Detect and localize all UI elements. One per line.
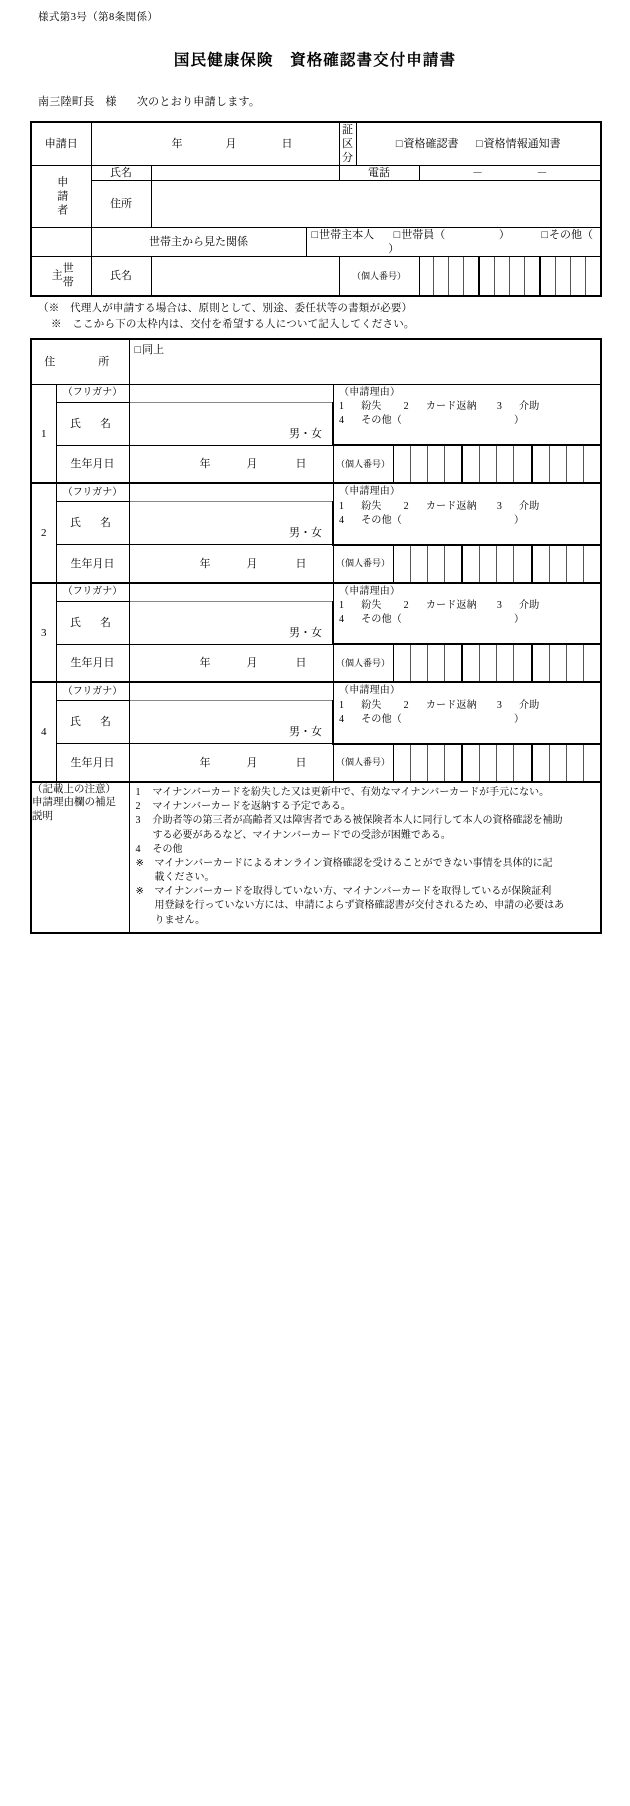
guidance-item bbox=[136, 786, 597, 800]
birth-month-label: 月 bbox=[246, 557, 258, 570]
reason-3-num: 3 bbox=[496, 500, 503, 512]
application-date-input[interactable] bbox=[91, 122, 339, 166]
form-code: 様式第3号（第8条関係） bbox=[38, 12, 159, 23]
reason-4-text[interactable]: その他（ bbox=[361, 713, 403, 725]
guidance-marker-number: 1 bbox=[135, 786, 141, 798]
birth-day-label: 日 bbox=[295, 557, 307, 570]
guidance-item-text: マイナンバーカードによるオンライン資格確認を受けることができない事情を具体的に記 bbox=[154, 857, 553, 869]
person-row-birth bbox=[31, 545, 601, 583]
application-date-row bbox=[31, 122, 601, 166]
person-name-label: 氏 名 bbox=[56, 601, 129, 644]
reason-3-text[interactable]: 介助 bbox=[519, 699, 540, 711]
guidance-row bbox=[31, 782, 601, 933]
reason-4-num: 4 bbox=[339, 415, 345, 427]
checkbox-setaiin[interactable]: □ 世帯員（ bbox=[394, 229, 446, 241]
guidance-item-continuation: 用登録を行っていない方には、申請によらず資格確認書が交付されるため、申請の必要はあ bbox=[154, 900, 565, 912]
birth-label: 生年月日 bbox=[56, 545, 129, 583]
addressee-sentence: 次のとおり申請します。 bbox=[136, 96, 261, 108]
gender-selector[interactable]: 男・女 bbox=[289, 626, 322, 639]
reason-3-num: 3 bbox=[496, 401, 503, 413]
reason-4-text[interactable]: その他（ bbox=[361, 514, 403, 526]
reason-1-num: 1 bbox=[339, 699, 345, 711]
person-mynumber-input[interactable] bbox=[393, 545, 601, 583]
furigana-input[interactable] bbox=[129, 483, 333, 502]
relation-option-3-close: ） bbox=[388, 243, 400, 256]
person-number: 4 bbox=[31, 682, 56, 782]
guidance-list bbox=[130, 783, 601, 932]
reason-2-num: 2 bbox=[403, 500, 409, 512]
reason-2-text[interactable]: カード返納 bbox=[425, 600, 477, 612]
guidance-marker-note: ※ bbox=[135, 886, 144, 898]
furigana-label: （フリガナ） bbox=[56, 384, 129, 402]
reason-1-num: 1 bbox=[339, 401, 345, 413]
guidance-item-text: マイナンバーカードを返納する予定である。 bbox=[152, 801, 351, 813]
birth-month-label: 月 bbox=[246, 657, 258, 670]
relation-option-2-close: ） bbox=[498, 229, 510, 242]
applicant-table bbox=[30, 121, 602, 297]
reason-2-num: 2 bbox=[403, 600, 409, 612]
reason-3-num: 3 bbox=[496, 699, 503, 711]
person-row-birth bbox=[31, 744, 601, 782]
reason-title: （申請理由） bbox=[339, 486, 401, 498]
person-name-input[interactable] bbox=[129, 402, 333, 445]
reason-1-text[interactable]: 紛失 bbox=[361, 600, 382, 612]
date-day-label: 日 bbox=[281, 138, 293, 151]
mid-note-1: （※ 代理人が申請する場合は、原則として、別途、委任状等の書類が必要） bbox=[38, 303, 413, 315]
application-date-label: 申請日 bbox=[31, 122, 91, 166]
reason-1-num: 1 bbox=[339, 600, 345, 612]
guidance-item-continuation: りません。 bbox=[154, 914, 206, 926]
furigana-input[interactable] bbox=[129, 384, 333, 402]
guidance-label-line-3: 説明 bbox=[32, 810, 53, 822]
reason-4-text[interactable]: その他（ bbox=[361, 415, 403, 427]
birth-month-label: 月 bbox=[246, 756, 258, 769]
birth-month-label: 月 bbox=[246, 458, 258, 471]
person-name-input[interactable] bbox=[129, 601, 333, 644]
guidance-item-continuation: 載ください。 bbox=[154, 872, 215, 884]
guidance-marker-number: 4 bbox=[135, 843, 141, 855]
reason-4-num: 4 bbox=[339, 514, 345, 526]
applicant-name-row bbox=[31, 166, 601, 181]
person-row-furigana bbox=[31, 483, 601, 502]
reason-4-num: 4 bbox=[339, 614, 345, 626]
reason-3-text[interactable]: 介助 bbox=[519, 401, 540, 413]
reason-3-text[interactable]: 介助 bbox=[519, 500, 540, 512]
reason-title: （申請理由） bbox=[339, 685, 401, 697]
person-row-furigana bbox=[31, 583, 601, 602]
reason-block bbox=[333, 583, 601, 645]
relation-options bbox=[306, 228, 601, 257]
applicant-address-row bbox=[31, 181, 601, 228]
birth-input[interactable] bbox=[129, 744, 333, 782]
reason-block bbox=[333, 483, 601, 545]
applicant-phone-input[interactable] bbox=[419, 166, 601, 181]
reason-title: （申請理由） bbox=[339, 585, 401, 597]
furigana-label: （フリガナ） bbox=[56, 483, 129, 502]
person-mynumber-label: （個人番号） bbox=[333, 445, 393, 483]
birth-input[interactable] bbox=[129, 545, 333, 583]
person-mynumber-label: （個人番号） bbox=[333, 644, 393, 682]
date-year-label: 年 bbox=[171, 138, 183, 151]
guidance-label-line-1: （記載上の注意） bbox=[32, 783, 116, 795]
guidance-marker-note: ※ bbox=[135, 857, 144, 869]
person-name-input[interactable] bbox=[129, 701, 333, 744]
householder-name-label: 氏名 bbox=[91, 257, 151, 297]
applicant-address-input[interactable] bbox=[151, 181, 601, 228]
birth-year-label: 年 bbox=[199, 657, 211, 670]
householder-row bbox=[31, 257, 601, 297]
phone-separator-1: － bbox=[472, 167, 483, 180]
reason-1-text[interactable]: 紛失 bbox=[361, 401, 382, 413]
addressee-honorific: 様 bbox=[105, 96, 117, 108]
householder-vertical-label: 世帯主 bbox=[31, 257, 91, 297]
reason-4-num: 4 bbox=[339, 713, 345, 725]
furigana-label: （フリガナ） bbox=[56, 682, 129, 701]
person-row-furigana bbox=[31, 682, 601, 701]
cert-type-label: 証区分 bbox=[339, 122, 356, 166]
birth-day-label: 日 bbox=[295, 458, 307, 471]
reason-3-text[interactable]: 介助 bbox=[519, 600, 540, 612]
reason-block bbox=[333, 682, 601, 744]
birth-year-label: 年 bbox=[199, 557, 211, 570]
gender-selector[interactable]: 男・女 bbox=[289, 726, 322, 739]
birth-label: 生年月日 bbox=[56, 644, 129, 682]
person-mynumber-input[interactable] bbox=[393, 445, 601, 483]
reason-4-text[interactable]: その他（ bbox=[361, 614, 403, 626]
applicant-phone-label: 電話 bbox=[339, 166, 419, 181]
gender-selector[interactable]: 男・女 bbox=[289, 527, 322, 540]
furigana-input[interactable] bbox=[129, 682, 333, 701]
guidance-item bbox=[136, 814, 597, 828]
applicant-vertical-label: 申請者 bbox=[31, 166, 91, 228]
householder-name-input[interactable] bbox=[151, 257, 339, 297]
applicant-name-label: 氏名 bbox=[91, 166, 151, 181]
mid-notes bbox=[30, 301, 600, 333]
reason-2-num: 2 bbox=[403, 401, 409, 413]
recipient-address-label: 住 所 bbox=[31, 339, 129, 385]
birth-day-label: 日 bbox=[295, 657, 307, 670]
checkbox-same-as-above[interactable]: □ 同上 bbox=[135, 344, 165, 356]
recipient-address-row bbox=[31, 339, 601, 385]
guidance-item bbox=[136, 885, 597, 899]
reason-2-text[interactable]: カード返納 bbox=[425, 500, 477, 512]
gender-selector[interactable]: 男・女 bbox=[289, 427, 322, 440]
guidance-item bbox=[136, 857, 597, 871]
checkbox-setainushi-honnin[interactable]: □ 世帯主本人 bbox=[312, 229, 375, 241]
reason-1-text[interactable]: 紛失 bbox=[361, 699, 382, 711]
guidance-marker-number: 3 bbox=[135, 815, 141, 827]
reason-title: （申請理由） bbox=[339, 386, 401, 398]
person-row-furigana bbox=[31, 384, 601, 402]
cert-type-options bbox=[356, 122, 601, 166]
person-row-birth bbox=[31, 445, 601, 483]
addressee-line bbox=[30, 97, 600, 108]
applicant-name-input[interactable] bbox=[151, 166, 339, 181]
reason-2-text[interactable]: カード返納 bbox=[425, 699, 477, 711]
relation-label: 世帯主から見た関係 bbox=[91, 228, 306, 257]
guidance-item-continuation: する必要があるなど、マイナンバーカードでの受診が困難である。 bbox=[152, 829, 451, 841]
furigana-label: （フリガナ） bbox=[56, 583, 129, 602]
person-mynumber-input[interactable] bbox=[393, 744, 601, 782]
checkbox-shikaku-jouhou-tsuuchisho[interactable]: □ 資格情報通知書 bbox=[476, 138, 561, 150]
birth-day-label: 日 bbox=[295, 756, 307, 769]
person-mynumber-label: （個人番号） bbox=[333, 545, 393, 583]
reason-4-close: ） bbox=[514, 514, 525, 526]
reason-4-close: ） bbox=[514, 614, 525, 626]
guidance-item-text: その他 bbox=[152, 843, 183, 855]
reason-1-num: 1 bbox=[339, 500, 345, 512]
birth-year-label: 年 bbox=[199, 458, 211, 471]
date-month-label: 月 bbox=[225, 138, 237, 151]
person-name-input[interactable] bbox=[129, 502, 333, 545]
person-name-label: 氏 名 bbox=[56, 701, 129, 744]
guidance-item bbox=[136, 800, 597, 814]
guidance-marker-number: 2 bbox=[135, 801, 141, 813]
person-number: 2 bbox=[31, 483, 56, 583]
person-row-birth bbox=[31, 644, 601, 682]
guidance-item bbox=[136, 843, 597, 857]
birth-year-label: 年 bbox=[199, 756, 211, 769]
relation-spacer bbox=[31, 228, 91, 257]
person-name-label: 氏 名 bbox=[56, 502, 129, 545]
guidance-label bbox=[31, 782, 129, 933]
reason-1-text[interactable]: 紛失 bbox=[361, 500, 382, 512]
reason-block bbox=[333, 384, 601, 445]
recipient-table bbox=[30, 338, 602, 934]
guidance-item-text: マイナンバーカードを取得していない方、マイナンバーカードを取得しているが保険証利 bbox=[154, 886, 552, 898]
guidance-label-line-2: 申請理由欄の補足 bbox=[32, 797, 116, 809]
recipient-address-input[interactable] bbox=[129, 339, 601, 385]
birth-input[interactable] bbox=[129, 445, 333, 483]
reason-4-close: ） bbox=[514, 713, 525, 725]
householder-mynumber-label: （個人番号） bbox=[339, 257, 419, 297]
page-title: 国民健康保険 資格確認書交付申請書 bbox=[173, 51, 457, 69]
reason-3-num: 3 bbox=[496, 600, 503, 612]
checkbox-shikaku-kakuninsho[interactable]: □ 資格確認書 bbox=[396, 138, 459, 150]
furigana-input[interactable] bbox=[129, 583, 333, 602]
applicant-address-label: 住所 bbox=[91, 181, 151, 228]
guidance-content bbox=[129, 782, 601, 933]
reason-4-close: ） bbox=[514, 415, 525, 427]
reason-2-num: 2 bbox=[403, 699, 409, 711]
birth-label: 生年月日 bbox=[56, 445, 129, 483]
person-mynumber-input[interactable] bbox=[393, 644, 601, 682]
person-mynumber-label: （個人番号） bbox=[333, 744, 393, 782]
checkbox-sonota[interactable]: □ その他（ bbox=[541, 229, 593, 241]
addressee-office: 南三陸町長 bbox=[38, 96, 95, 108]
relation-row bbox=[31, 228, 601, 257]
mid-note-2: ※ ここから下の太枠内は、交付を希望する人について記入してください。 bbox=[51, 319, 415, 331]
householder-mynumber-input[interactable] bbox=[419, 257, 601, 297]
person-number: 3 bbox=[31, 583, 56, 683]
reason-2-text[interactable]: カード返納 bbox=[425, 401, 477, 413]
guidance-item-text: 介助者等の第三者が高齢者又は障害者である被保険者本人に同行して本人の資格確認を補助 bbox=[152, 815, 563, 827]
guidance-item-text: マイナンバーカードを紛失した又は更新中で、有効なマイナンバーカードが手元にない。 bbox=[152, 786, 550, 798]
birth-input[interactable] bbox=[129, 644, 333, 682]
birth-label: 生年月日 bbox=[56, 744, 129, 782]
person-name-label: 氏 名 bbox=[56, 402, 129, 445]
person-number: 1 bbox=[31, 384, 56, 483]
phone-separator-2: － bbox=[536, 167, 548, 180]
